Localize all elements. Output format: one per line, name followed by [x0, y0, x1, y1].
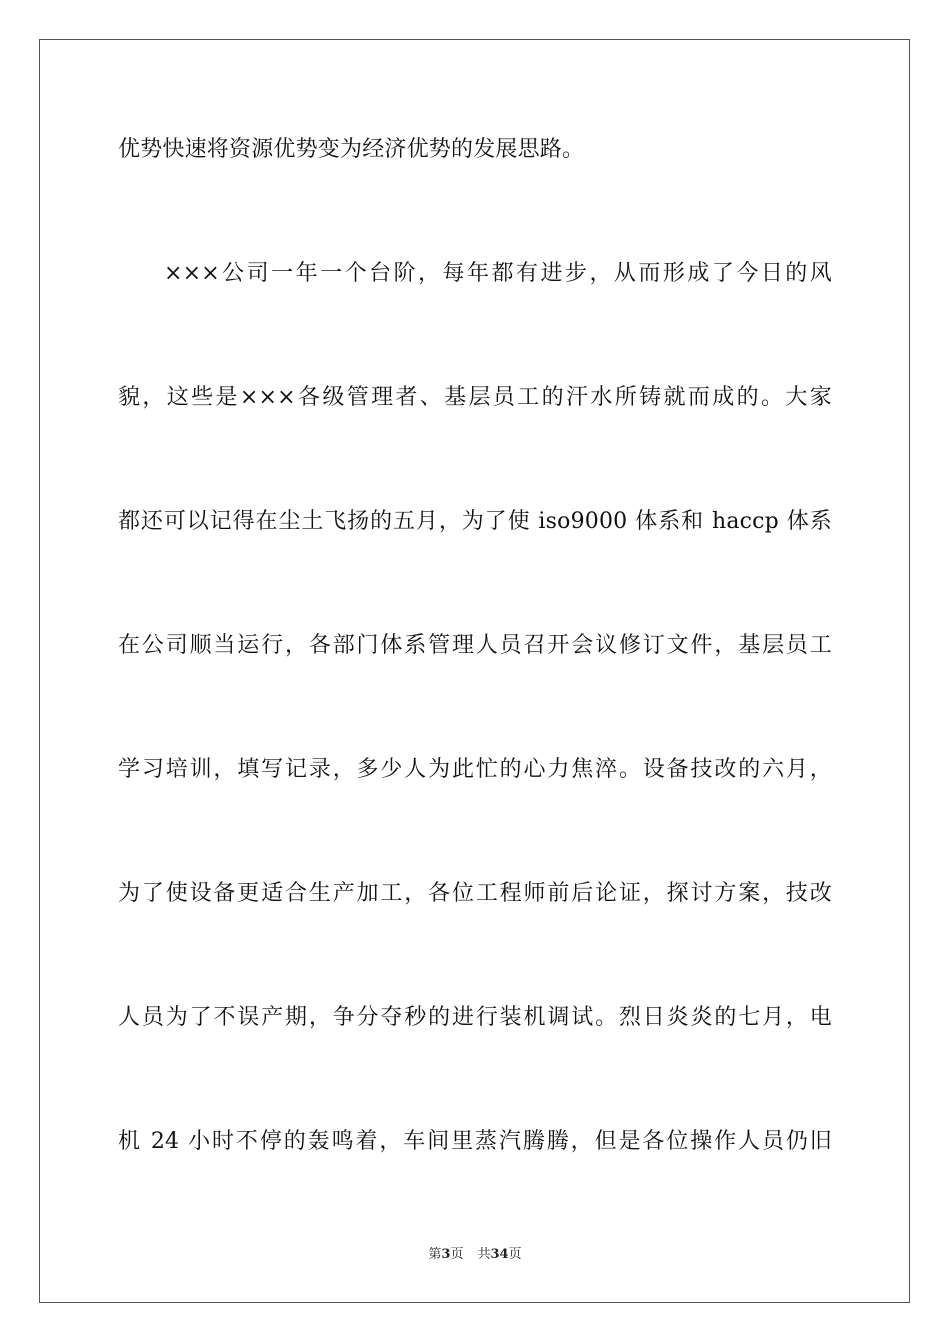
page-total: 34	[490, 1247, 509, 1262]
text-line-8: 人员为了不误产期，争分夺秒的进行装机调试。烈日炎炎的七月，电	[118, 1005, 832, 1030]
total-suffix: 页	[508, 1247, 522, 1262]
total-prefix: 共	[477, 1247, 491, 1262]
page-frame	[39, 39, 910, 1303]
text-line-6: 学习培训，填写记录，多少人为此忙的心力焦淬。设备技改的六月，	[118, 757, 832, 782]
text-line-2: ×××公司一年一个台阶，每年都有进步，从而形成了今日的风	[164, 261, 832, 286]
text-line-1: 优势快速将资源优势变为经济优势的发展思路。	[118, 137, 585, 162]
text-line-9: 机 24 小时不停的轰鸣着，车间里蒸汽腾腾，但是各位操作人员仍旧	[118, 1129, 832, 1154]
text-line-4: 都还可以记得在尘土飞扬的五月，为了使 iso9000 体系和 haccp 体系	[118, 509, 832, 534]
page-suffix: 页	[450, 1247, 464, 1262]
text-line-5: 在公司顺当运行，各部门体系管理人员召开会议修订文件，基层员工	[118, 633, 832, 658]
text-line-7: 为了使设备更适合生产加工，各位工程师前后论证，探讨方案，技改	[118, 881, 832, 906]
page-prefix: 第	[428, 1247, 442, 1262]
text-line-3: 貌，这些是×××各级管理者、基层员工的汗水所铸就而成的。大家	[118, 385, 832, 410]
page-footer	[0, 1246, 950, 1264]
page-current: 3	[441, 1247, 451, 1262]
